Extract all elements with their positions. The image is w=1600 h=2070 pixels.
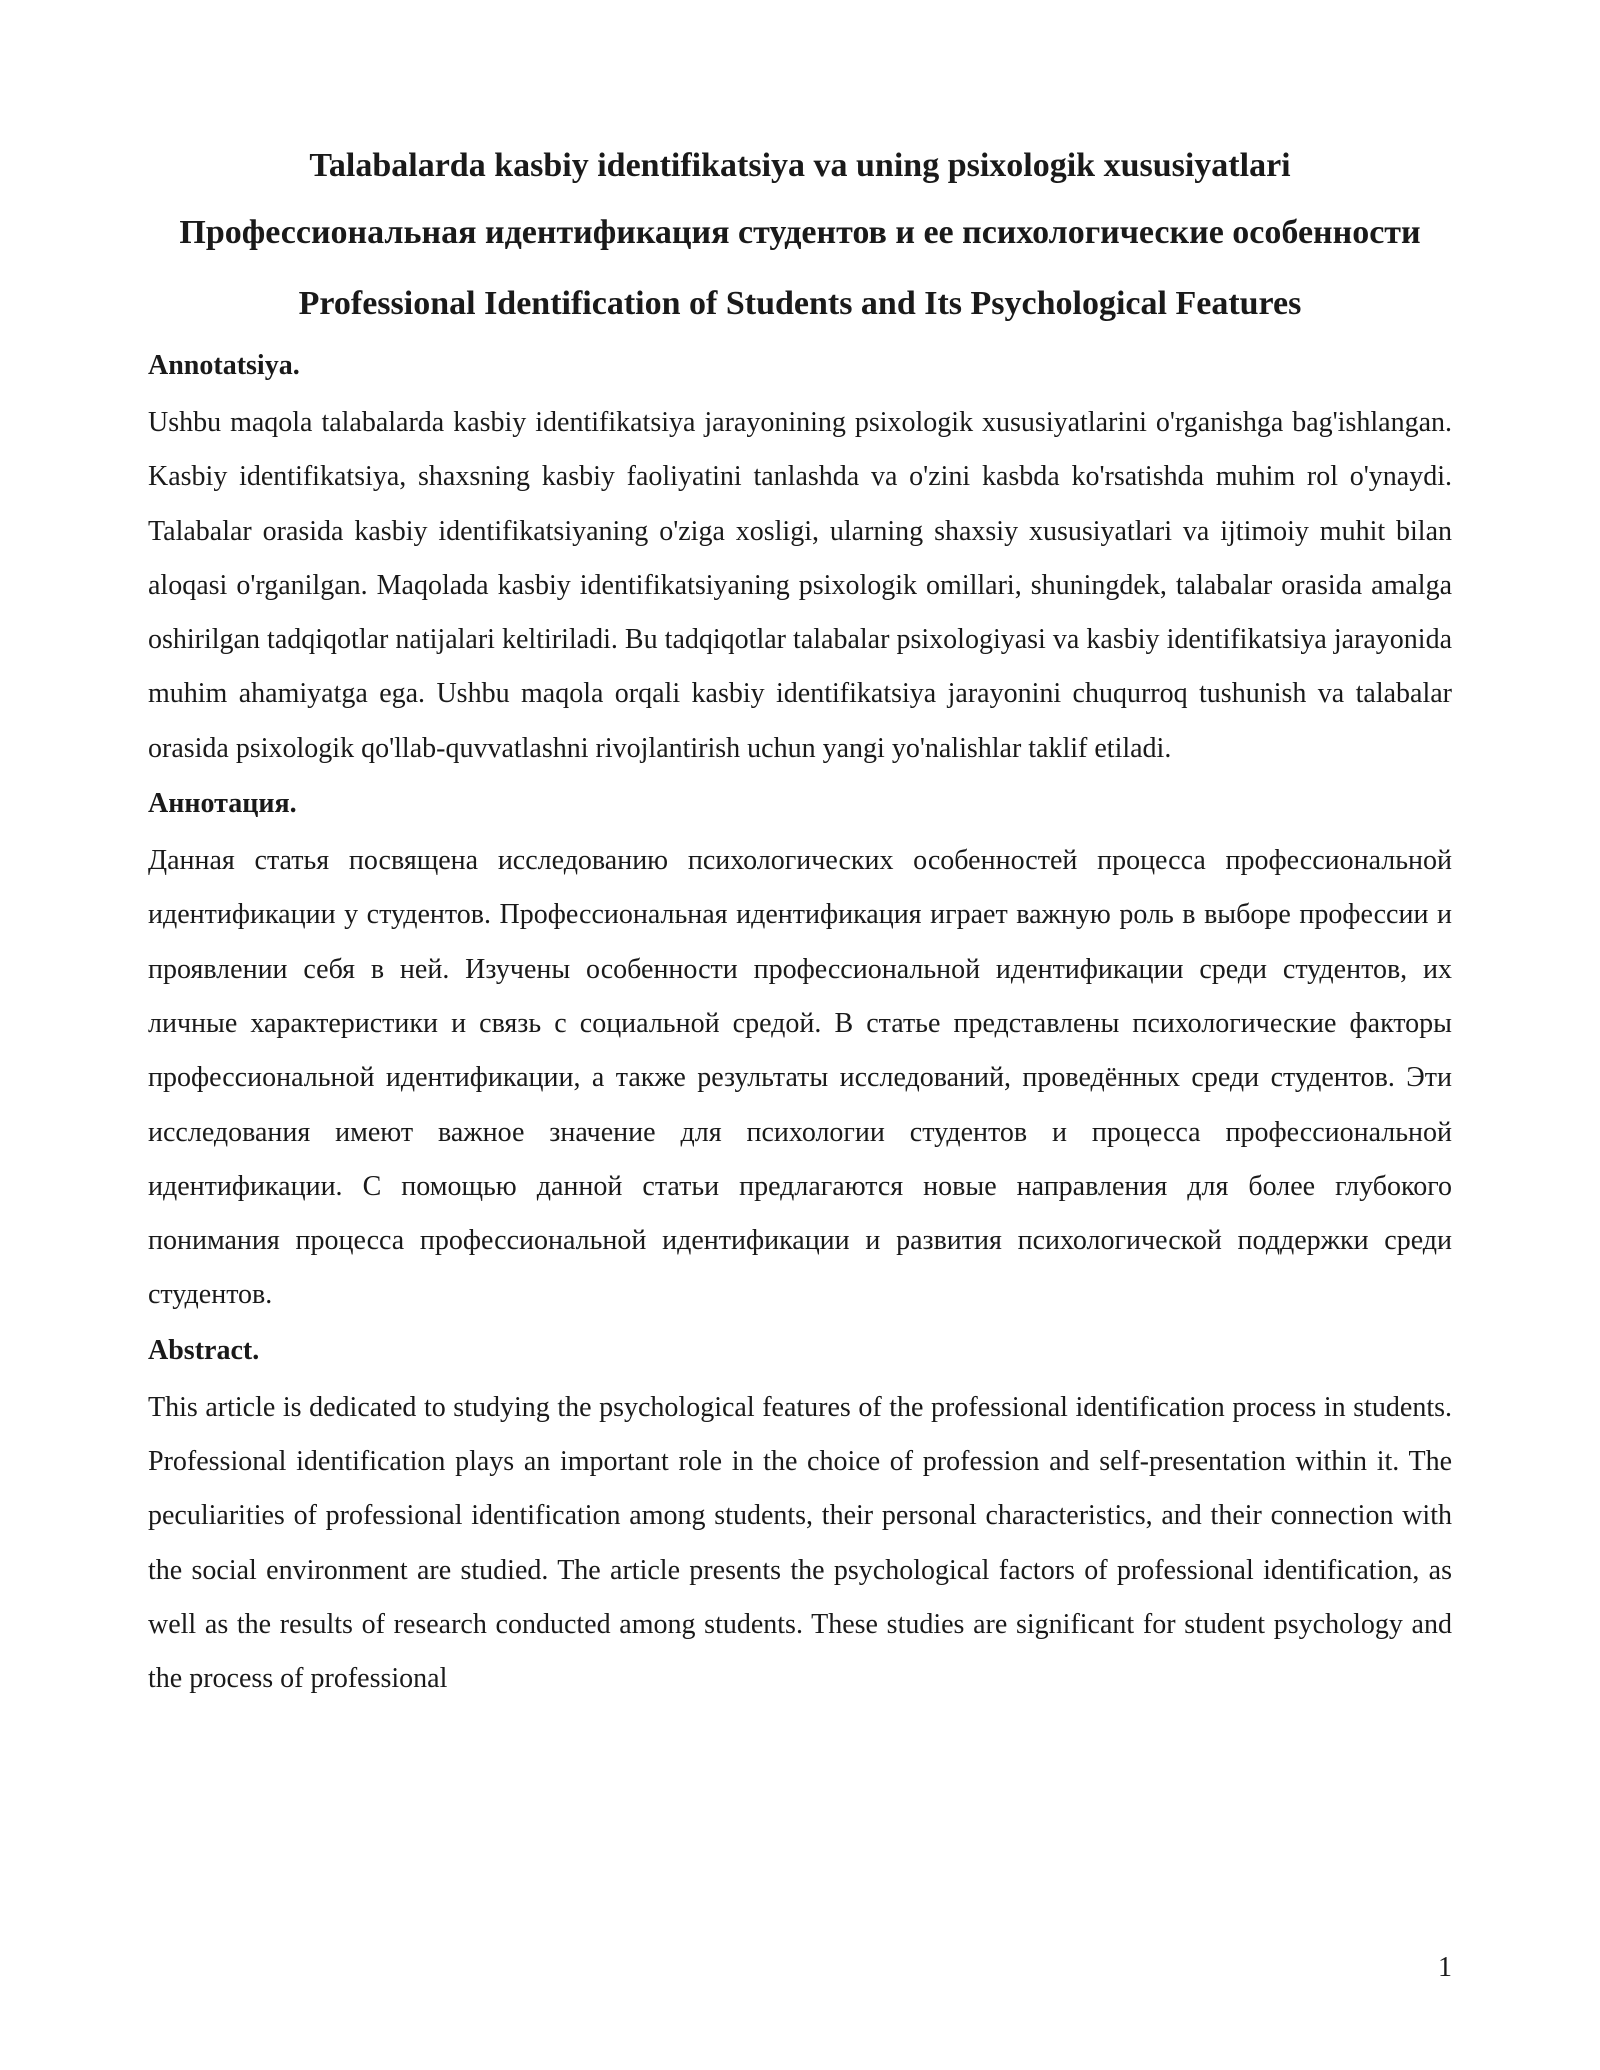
- page-content: [148, 142, 1452, 1715]
- annotation-russian-text: Данная статья посвящена исследованию психологических особенностей процесса профессиональной идентификации у студентов. Профессиональная идентификация играет важную роль в выборе профессии и проявлении себя в ней. Изучены особенности профессиональной идентификации среди студентов, их личные характеристики и связь с социальной средой. В статье представлены психологические факторы профессиональной идентификации, а также результаты исследований, проведённых среди студентов. Эти исследования имеют важное значение для психологии студентов и процесса профессиональной идентификации. С помощью данной статьи предлагаются новые направления для более глубокого понимания процесса профессиональной идентификации и развития психологической поддержки среди студентов.: [148, 845, 1452, 1311]
- title-english: Professional Identification of Students and Its Psychological Features: [298, 285, 1302, 322]
- annotation-uzbek-section: [148, 346, 1452, 776]
- abstract-english-text: This article is dedicated to studying the psychological features of the professional identification process in students. Professional identification plays an important role in the choice of profession and self-presentation within it. The peculiarities of professional identification among students, their personal characteristics, and their connection with the social environment are studied. The article presents the psychological factors of professional identification, as well as the results of research conducted among students. These studies are significant for student psychology and the process of professional: [148, 1391, 1452, 1695]
- annotation-russian-heading: Аннотация.: [148, 788, 297, 820]
- abstract-english-section: [148, 1331, 1452, 1707]
- title-uzbek: Talabalarda kasbiy identifikatsiya va uning psixologik xususiyatlari: [309, 147, 1291, 184]
- annotation-uzbek-heading: Annotatsiya.: [148, 350, 300, 381]
- annotation-uzbek-text: Ushbu maqola talabalarda kasbiy identifikatsiya jarayonining psixologik xususiyatlarini o'rganishga bag'ishlangan. Kasbiy identifikatsiya, shaxsning kasbiy faoliyatini tanlashda va o'zini kasbda ko'rsatishda muhim rol o'ynaydi. Talabalar orasida kasbiy identifikatsiyaning o'ziga xosligi, ularning shaxsiy xususiyatlari va ijtimoiy muhit bilan aloqasi o'rganilgan. Maqolada kasbiy identifikatsiyaning psixologik omillari, shuningdek, talabalar orasida amalga oshirilgan tadqiqotlar natijalari keltiriladi. Bu tadqiqotlar talabalar psixologiyasi va kasbiy identifikatsiya jarayonida muhim ahamiyatga ega. Ushbu maqola orqali kasbiy identifikatsiya jarayonini chuqurroq tushunish va talabalar orasida psixologik qo'llab-quvvatlashni rivojlantirish uchun yangi yo'nalishlar taklif etiladi.: [148, 407, 1452, 764]
- annotation-russian-section: [148, 784, 1452, 1323]
- title-russian: Профессиональная идентификация студентов и ее психологические особенности: [179, 214, 1421, 251]
- abstract-english-heading: Abstract.: [148, 1334, 260, 1366]
- page-number: 1: [1438, 1952, 1452, 1983]
